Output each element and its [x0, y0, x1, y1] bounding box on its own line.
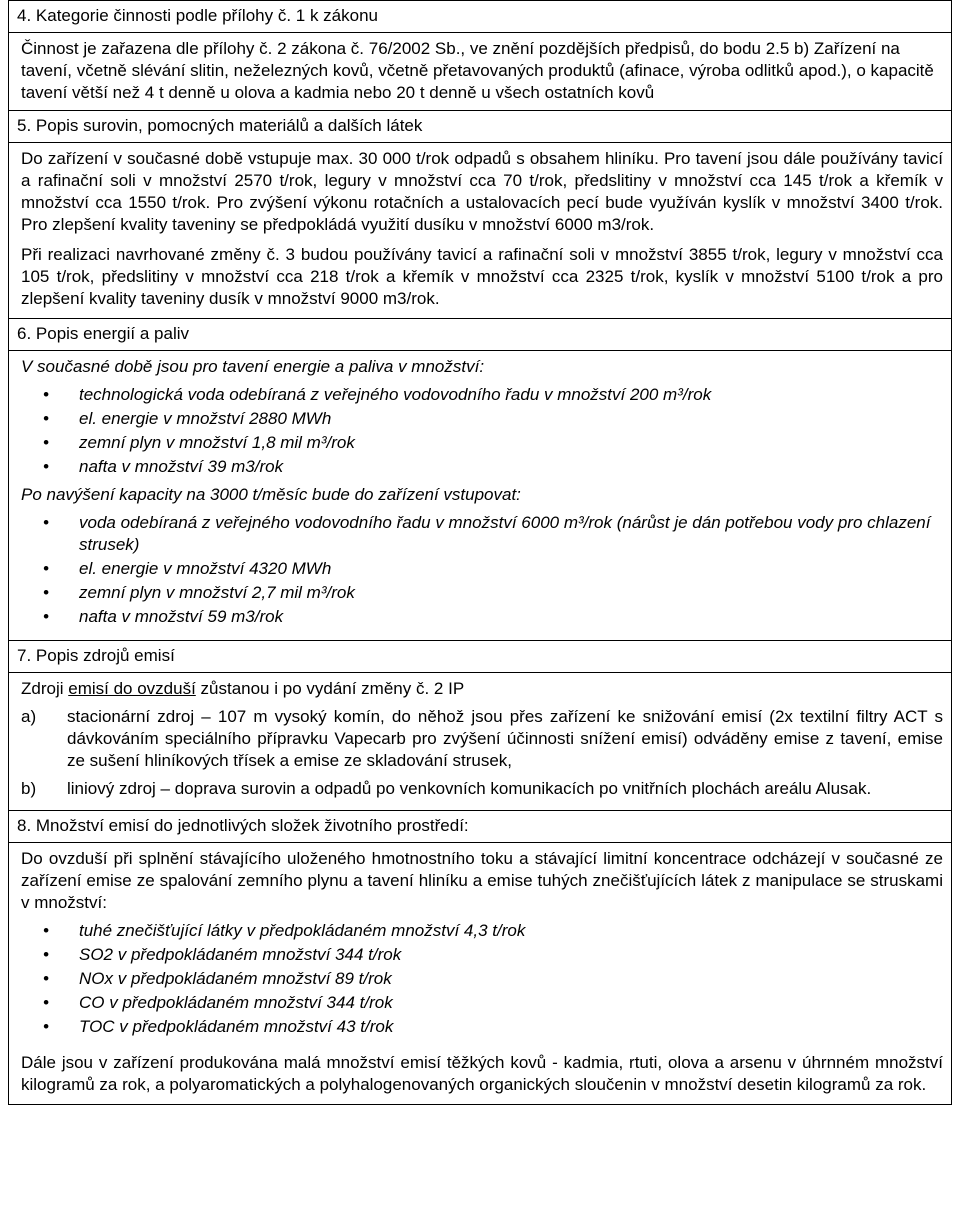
section-8-paragraph-2: Dále jsou v zařízení produkována malá množství emisí těžkých kovů - kadmia, rtuti, olova a arsenu v úhrnném množství kilogramů za rok, a polyaromatických a polyhalogenovaných organických sloučenin v množství desetin kilogramů za rok. [21, 1053, 943, 1094]
section-5-title: 5. Popis surovin, pomocných materiálů a dalších látek [9, 111, 951, 143]
section-8-body [9, 843, 951, 1104]
item-text: stacionární zdroj – 107 m vysoký komín, do něhož jsou přes zařízení ke snižování emisí (2x textilní filtry ACT s dávkováním speciálního přípravku Vapecarb pro zvýšení účinnosti snížení emisí) odváděny emise z tavení, emise ze sušení hliníkových třísek a emise ze skladování strusek, [67, 707, 943, 770]
list-item-text: SO2 v předpokládaném množství 344 t/rok [79, 945, 402, 964]
section-4 [8, 0, 952, 110]
bullet-icon: • [43, 583, 49, 602]
section-8-paragraph-1: Do ovzduší při splnění stávajícího uloženého hmotnostního toku a stávající limitní koncentrace odcházejí v současné ze zařízení emise ze spalování zemního plynu a tavení hliníku a emise tuhých znečišťujících látek z manipulace se struskami v množství: [21, 849, 943, 912]
item-label: b) [21, 779, 37, 798]
section-6-title: 6. Popis energií a paliv [9, 319, 951, 351]
section-7-body [9, 673, 951, 810]
section-7 [8, 640, 952, 810]
list-item [21, 582, 943, 604]
list-item-text: el. energie v množství 2880 MWh [79, 409, 332, 428]
future-energy-list [21, 512, 943, 628]
list-item-text: NOx v předpokládaném množství 89 t/rok [79, 969, 392, 988]
section-5 [8, 110, 952, 318]
section-8 [8, 810, 952, 1105]
list-item [21, 512, 943, 556]
list-item [21, 968, 943, 990]
section-5-body [9, 143, 951, 318]
list-item [21, 606, 943, 628]
list-item-text: el. energie v množství 4320 MWh [79, 559, 332, 578]
emission-list [21, 920, 943, 1038]
list-item [21, 1016, 943, 1038]
section-5-paragraph-2: Při realizaci navrhované změny č. 3 budou používány tavicí a rafinační soli v množství 3855 t/rok, legury v množství cca 105 t/rok, předslitiny v množství cca 218 t/rok a křemík v množství cca 2325 t/rok, kyslík v množství 5100 t/rok a pro zlepšení kvality taveniny dusík v množství 9000 m3/rok. [21, 245, 943, 308]
list-item-text: zemní plyn v množství 2,7 mil m³/rok [79, 583, 355, 602]
list-item-text: CO v předpokládaném množství 344 t/rok [79, 993, 393, 1012]
section-6-body [9, 351, 951, 640]
section-7-title: 7. Popis zdrojů emisí [9, 641, 951, 673]
list-item-text: nafta v množství 59 m3/rok [79, 607, 284, 626]
section-5-paragraph-1: Do zařízení v současné době vstupuje max. 30 000 t/rok odpadů s obsahem hliníku. Pro tavení jsou dále používány tavicí a rafinační soli v množství 2570 t/rok, legury v množství cca 70 t/rok, předslitiny v množství cca 145 t/rok a křemík v množství cca 1550 t/rok. Pro zvýšení výkonu rotačních a ustalovacích pecí bude využíván kyslík v množství 3400 t/rok. Pro zlepšení kvality taveniny se předpokládá využití dusíku v množství 6000 m3/rok. [21, 149, 943, 234]
document [8, 0, 952, 1105]
bullet-icon: • [43, 945, 49, 964]
list-item [21, 432, 943, 454]
list-item-text: TOC v předpokládaném množství 43 t/rok [79, 1017, 394, 1036]
intro-underlined-text: emisí do ovzduší [68, 679, 196, 698]
bullet-icon: • [43, 559, 49, 578]
list-item-text: technologická voda odebíraná z veřejného vodovodního řadu v množství 200 m³/rok [79, 385, 712, 404]
list-item [21, 992, 943, 1014]
bullet-icon: • [43, 385, 49, 404]
section-8-title: 8. Množství emisí do jednotlivých složek životního prostředí: [9, 811, 951, 843]
list-item [21, 384, 943, 406]
item-text: liniový zdroj – doprava surovin a odpadů po venkovních komunikacích po vnitřních plochách areálu Alusak. [67, 779, 872, 798]
list-item-text: nafta v množství 39 m3/rok [79, 457, 284, 476]
item-label: a) [21, 707, 37, 726]
bullet-icon: • [43, 921, 49, 940]
list-item [21, 408, 943, 430]
bullet-icon: • [43, 969, 49, 988]
bullet-icon: • [43, 433, 49, 452]
section-4-text: Činnost je zařazena dle přílohy č. 2 zákona č. 76/2002 Sb., ve znění pozdějších předpisů, do bodu 2.5 b) Zařízení na tavení, včetně slévání slitin, neželezných kovů, včetně přetavovaných produktů (afinace, výroba odlitků apod.), o kapacitě tavení větší než 4 t denně u olova a kadmia nebo 20 t denně u všech ostatních kovů [21, 39, 934, 102]
source-item-b [21, 778, 943, 800]
list-item-text: tuhé znečišťující látky v předpokládaném množství 4,3 t/rok [79, 921, 526, 940]
bullet-icon: • [43, 513, 49, 532]
current-energy-list [21, 384, 943, 478]
list-item [21, 920, 943, 942]
section-7-intro [21, 678, 943, 700]
list-item [21, 558, 943, 580]
section-6-intro-current: V současné době jsou pro tavení energie a paliva v množství: [21, 357, 485, 376]
list-item-text: zemní plyn v množství 1,8 mil m³/rok [79, 433, 355, 452]
intro-text-end: zůstanou i po vydání změny č. 2 IP [195, 679, 465, 698]
section-6-intro-increase: Po navýšení kapacity na 3000 t/měsíc bude do zařízení vstupovat: [21, 485, 521, 504]
list-item-text: voda odebíraná z veřejného vodovodního řadu v množství 6000 m³/rok (nárůst je dán potřebou vody pro chlazení strusek) [79, 513, 931, 554]
source-item-a [21, 706, 943, 772]
section-6 [8, 318, 952, 640]
bullet-icon: • [43, 457, 49, 476]
list-item [21, 456, 943, 478]
bullet-icon: • [43, 607, 49, 626]
bullet-icon: • [43, 993, 49, 1012]
intro-text: Zdroji [21, 679, 69, 698]
bullet-icon: • [43, 409, 49, 428]
list-item [21, 944, 943, 966]
bullet-icon: • [43, 1017, 49, 1036]
section-4-title: 4. Kategorie činnosti podle přílohy č. 1 k zákonu [9, 1, 951, 33]
